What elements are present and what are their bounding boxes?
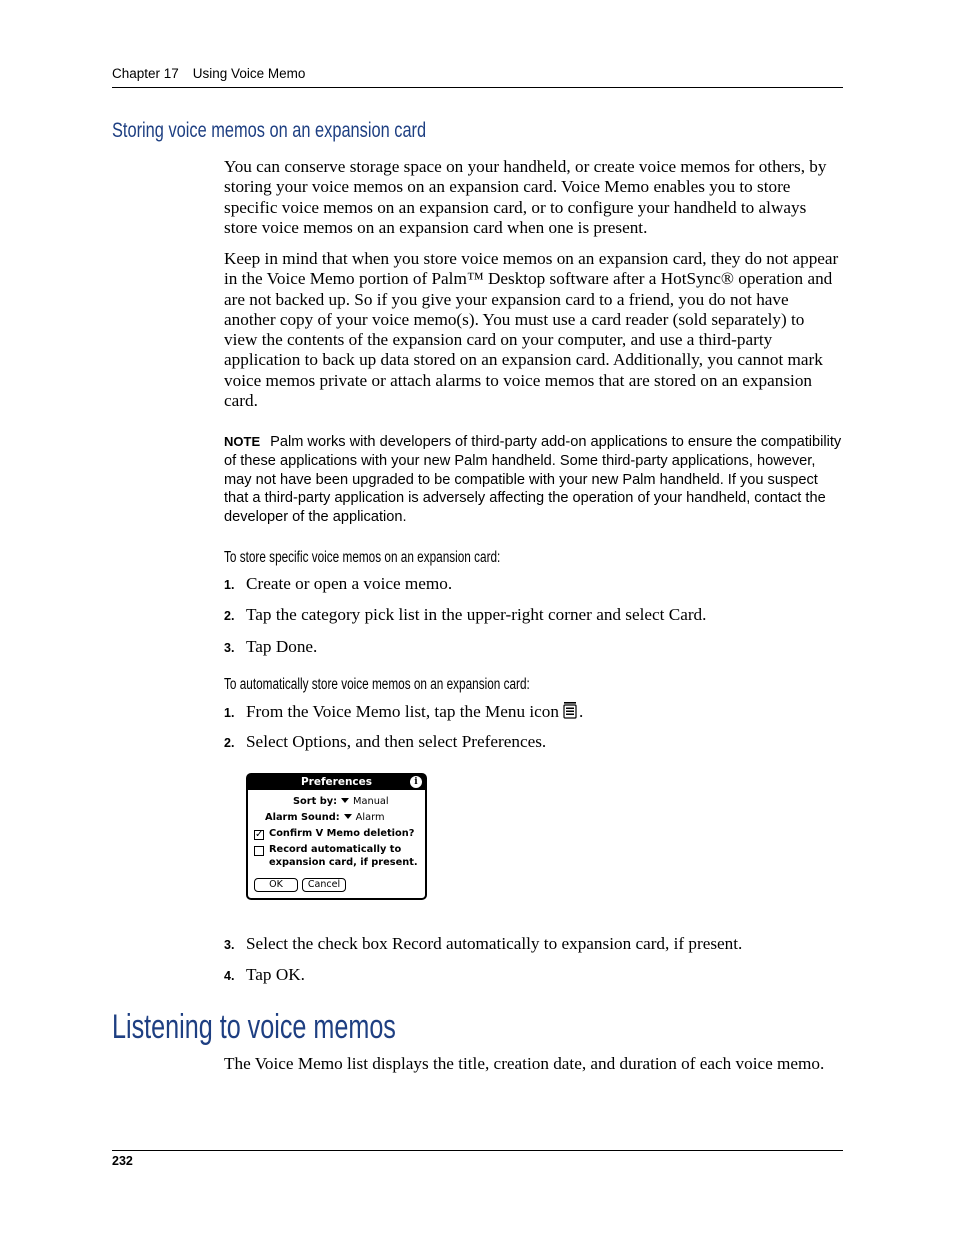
step-text-end: . [579,702,584,721]
procedure1-step-1 [224,574,844,595]
step-number: 3. [224,938,235,952]
menu-icon [563,701,577,719]
ok-button[interactable]: OK [254,878,298,892]
alarm-sound-row [265,812,385,823]
confirm-delete-label: Confirm V Memo deletion? [269,828,415,839]
step-number: 3. [224,641,235,655]
procedure2-step-3 [224,934,844,955]
record-auto-label-line2: expansion card, if present. [269,857,418,868]
step-number: 2. [224,736,235,750]
sort-by-row [293,796,389,807]
step-text: Select Options, and then select Preferences. [246,732,547,751]
procedure-heading-specific: To store specific voice memos on an expansion card: [224,549,501,566]
page-number: 232 [112,1154,133,1168]
step-text: Tap Done. [246,637,318,656]
procedure-heading-automatic: To automatically store voice memos on an expansion card: [224,676,530,693]
step-number: 1. [224,578,235,592]
step-number: 2. [224,609,235,623]
preferences-dialog [246,773,427,900]
step-text: Tap OK. [246,965,305,984]
listening-paragraph: The Voice Memo list displays the title, creation date, and duration of each voice memo. [224,1054,825,1073]
procedure2-step-4 [224,965,844,986]
note-text: Palm works with developers of third-party add-on applications to ensure the compatibility of these applications with your new Palm handheld. Some third-party applications, however, may not have been upgraded to be compatible with your new Palm handheld. If you suspect that a third-party application is adversely affecting the operation of your handheld, contact the developer of the application. [224,434,842,526]
alarm-sound-value[interactable]: Alarm [355,812,385,823]
step-text: Tap the category pick list in the upper-right corner and select Card. [246,605,707,624]
record-auto-label-line1: Record automatically to [269,844,402,855]
record-auto-checkbox[interactable] [254,846,264,856]
step-number: 1. [224,706,235,720]
intro-paragraph: You can conserve storage space on your handheld, or create voice memos for others, by storing your voice memos on an expansion card. Voice Memo enables you to store specific voice memos on an expansion card, or to configure your handheld to always store voice memos on an expansion card when one is present. [224,157,827,237]
step-text: Create or open a voice memo. [246,574,453,593]
procedure2-step-1 [224,701,844,723]
chapter-title: Using Voice Memo [192,66,306,81]
sort-by-value[interactable]: Manual [353,796,389,807]
cancel-button[interactable]: Cancel [302,878,346,892]
note-block [224,433,844,527]
alarm-sound-label: Alarm Sound: [265,812,340,823]
step-number: 4. [224,969,235,983]
footer-rule [112,1150,843,1151]
chevron-down-icon[interactable] [341,798,349,803]
keep-in-mind-paragraph: Keep in mind that when you store voice memos on an expansion card, they do not appear in the Voice Memo portion of Palm™ Desktop software after a HotSync® operation and are not backed up. So if you give your expansion card to a friend, you do not have another copy of your voice memo(s). You must use a card reader (sold separately) to view the contents of the expansion card on your computer, and use a third-party application to back up data stored on an expansion card. Additionally, you cannot mark voice memos private or attach alarms to voice memos that are stored on an expansion card. [224,249,839,411]
chevron-down-icon[interactable] [344,814,352,819]
chapter-number: Chapter 17 [112,66,179,81]
procedure2-step-2 [224,732,844,753]
confirm-delete-checkbox[interactable]: ✓ [255,829,264,840]
step-text: Select the check box Record automatically to expansion card, if present. [246,934,743,953]
procedure1-step-3 [224,637,844,658]
note-label: NOTE [224,434,261,449]
listening-heading: Listening to voice memos [112,1008,396,1046]
running-header [112,66,305,81]
section-heading: Storing voice memos on an expansion card [112,119,427,142]
dialog-title: Preferences [248,775,425,790]
procedure1-step-2 [224,605,844,626]
info-icon[interactable]: i [410,776,422,788]
header-rule [112,87,843,88]
step-text: From the Voice Memo list, tap the Menu icon [246,702,559,721]
sort-by-label: Sort by: [293,796,338,807]
